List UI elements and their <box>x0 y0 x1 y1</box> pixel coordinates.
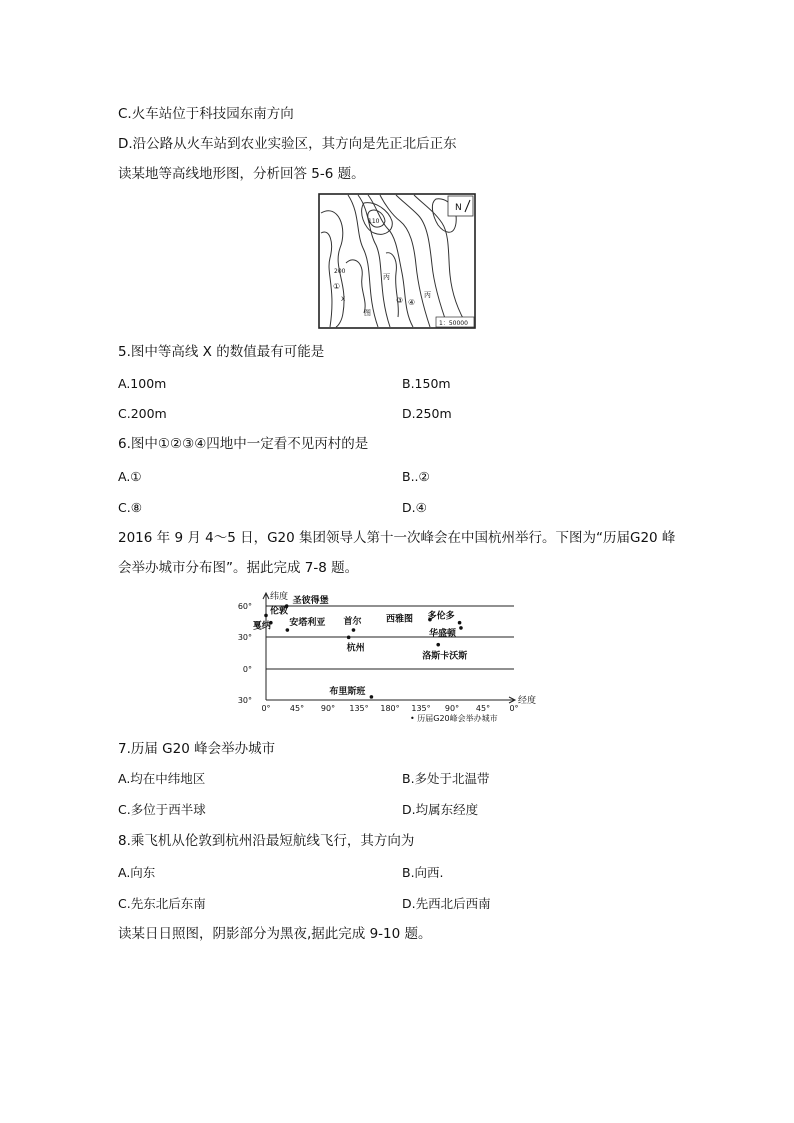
q8-stem: 8.乘飞机从伦敦到杭州沿最短航线飞行，其方向为 <box>118 833 415 849</box>
q5-option-d: D.250m <box>402 406 452 421</box>
city-point-6 <box>459 626 463 630</box>
x-axis-title: 经度 <box>518 696 537 706</box>
city-point-3 <box>347 636 351 640</box>
x-tick-1: 45° <box>289 704 305 713</box>
x-tick-7: 45° <box>475 704 491 713</box>
x-tick-5: 135° <box>411 704 431 713</box>
city-label-1: 安塔利亚 <box>289 618 326 629</box>
q7-option-d: D.均属东经度 <box>402 802 479 817</box>
q6-option-b: B..② <box>402 469 430 484</box>
city-point-2 <box>352 628 356 632</box>
y-tick-30n: 30° <box>237 633 252 642</box>
village-bing-label-2: 丙 <box>424 291 431 299</box>
north-label: N <box>455 203 462 213</box>
q7-option-b: B.多处于北温带 <box>402 771 490 786</box>
city-label-6: 华盛顿 <box>428 628 456 639</box>
y-tick-30s: 30° <box>237 696 252 705</box>
x-tick-2: 90° <box>320 704 336 713</box>
city-point-1 <box>286 628 290 632</box>
city-point-9 <box>436 643 440 647</box>
g20-map-figure <box>218 590 558 730</box>
contour-map-figure <box>318 193 476 329</box>
spot-height-label: 110 <box>368 218 380 225</box>
option-c-train-station: C.火车站位于科技园东南方向 <box>118 106 294 122</box>
city-label-4: 西雅图 <box>385 614 413 625</box>
city-label-0: 圣彼得堡 <box>292 596 329 606</box>
point-1-label: ① <box>333 282 341 291</box>
intro-9-10: 读某日日照图，阴影部分为黑夜,据此完成 9-10 题。 <box>118 926 432 942</box>
city-point-7 <box>264 614 268 618</box>
village-bing-label-1: 丙 <box>383 273 390 281</box>
y-tick-0: 0° <box>242 665 252 674</box>
city-point-5 <box>458 621 462 625</box>
q5-stem: 5.图中等高线 X 的数值最有可能是 <box>118 344 325 360</box>
q5-option-b: B.150m <box>402 376 451 391</box>
q6-option-d: D.④ <box>402 500 427 515</box>
q8-option-b: B.向西. <box>402 865 444 880</box>
city-label-5: 多伦多 <box>427 611 455 622</box>
contour-200-label: 200 <box>334 268 346 275</box>
q8-option-d: D.先西北后西南 <box>402 896 491 911</box>
point-4-label: ④ <box>408 298 416 307</box>
q5-option-a: A.100m <box>118 376 167 391</box>
contour-x-label: X <box>341 296 346 303</box>
x-tick-4: 180° <box>380 704 400 713</box>
scale-label: 1：50000 <box>439 320 468 327</box>
q7-stem: 7.历届 G20 峰会举办城市 <box>118 741 276 757</box>
q6-stem: 6.图中①②③④四地中一定看不见丙村的是 <box>118 436 369 452</box>
intro-5-6: 读某地等高线地形图，分析回答 5-6 题。 <box>118 166 365 182</box>
tower-label: 图 <box>364 309 371 317</box>
q7-option-c: C.多位于西半球 <box>118 802 206 817</box>
option-d-road-direction: D.沿公路从火车站到农业实验区，其方向是先正北后正东 <box>118 136 457 152</box>
intro-7-8: 2016 年 9 月 4～5 日，G20 集团领导人第十一次峰会在中国杭州举行。下图为“历届G20 峰会举办城市分布图”。据此完成 7-8 题。 <box>118 530 676 576</box>
q5-option-c: C.200m <box>118 406 167 421</box>
q6-option-c: C.⑧ <box>118 500 142 515</box>
q6-option-a: A.① <box>118 469 142 484</box>
city-point-10 <box>370 695 374 699</box>
q8-option-c: C.先东北后东南 <box>118 896 206 911</box>
point-3-label: ③ <box>396 296 404 305</box>
g20-legend: • 历届G20峰会举办城市 <box>410 714 498 723</box>
x-tick-6: 90° <box>444 704 460 713</box>
city-label-10: 布里斯班 <box>329 686 366 697</box>
q7-option-a: A.均在中纬地区 <box>118 771 206 786</box>
q8-option-a: A.向东 <box>118 865 156 880</box>
city-label-9: 洛斯卡沃斯 <box>422 651 468 662</box>
city-label-8: 戛纳 <box>252 621 271 632</box>
city-label-2: 首尔 <box>343 617 362 628</box>
x-tick-8: 0° <box>509 704 519 713</box>
city-label-3: 杭州 <box>346 643 365 654</box>
city-label-7: 伦敦 <box>270 606 289 617</box>
y-axis-title: 纬度 <box>270 592 289 602</box>
x-tick-0: 0° <box>261 704 271 713</box>
y-tick-60n: 60° <box>237 602 252 611</box>
x-tick-3: 135° <box>349 704 369 713</box>
